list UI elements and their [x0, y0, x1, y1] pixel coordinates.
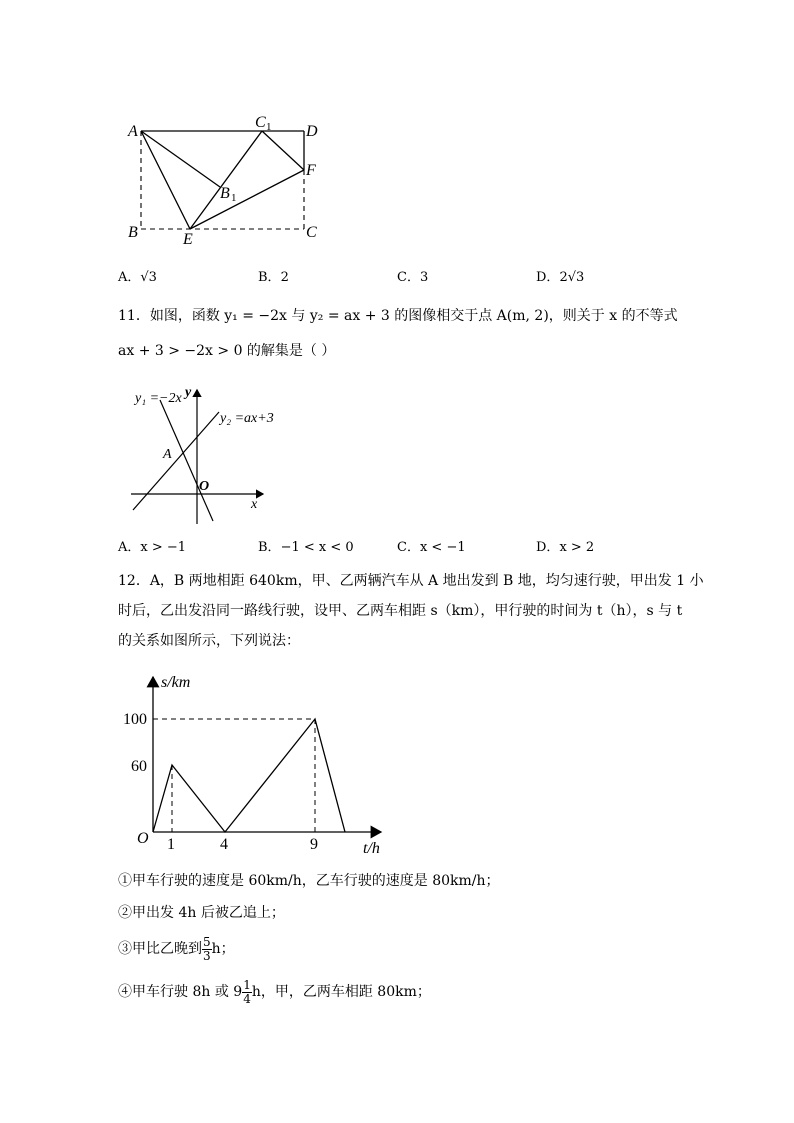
label-B: B [128, 224, 138, 241]
q11-stem-line2: ax + 3 > −2x > 0 的解集是（ ） [118, 343, 336, 359]
q10-option-c: C．3 [397, 270, 429, 285]
x-tick-1: 1 [167, 836, 175, 853]
geometry-figure-rectangle [120, 110, 330, 250]
fraction-5-3: $\frac{5}{3}$ [203, 934, 211, 963]
label-C: C [306, 224, 317, 241]
label-origin: O [199, 479, 210, 494]
q12-stem-line2: 时后，乙出发沿同一路线行驶，设甲、乙两车相距 s（km），甲行驶的时间为 t（h），s 与 t [118, 603, 683, 619]
label-y1-eq: y₁ =−2x [135, 391, 182, 406]
label-E: E [183, 231, 193, 248]
graph-line [153, 719, 345, 832]
q11-option-d: D．x > 2 [536, 540, 595, 555]
q10-option-a: A．√3 [118, 270, 157, 285]
label-A: A [128, 123, 138, 140]
statement-3: ③甲比乙晚到 $\frac{5}{3}$ h； [118, 934, 235, 963]
q10-option-d: D．2√3 [536, 270, 585, 285]
statement-2: ②甲出发 4h 后被乙追上； [118, 905, 285, 921]
x-tick-4: 4 [220, 836, 228, 853]
fraction-1-4: $\frac{1}{4}$ [243, 977, 251, 1006]
q12-stem-line3: 的关系如图所示，下列说法： [118, 633, 300, 649]
label-F: F [306, 162, 316, 179]
label-point-A: A [163, 447, 172, 462]
linear-functions-graph [125, 380, 285, 530]
x-axis-label: t/h [363, 840, 380, 857]
x-tick-9: 9 [310, 836, 318, 853]
label-B1: B [220, 185, 230, 202]
y-tick-60: 60 [131, 758, 147, 775]
q11-option-a: A．x > −1 [118, 540, 187, 555]
q12-stem-line1: 12．A，B 两地相距 640km，甲、乙两辆汽车从 A 地出发到 B 地，均匀速行驶，甲出发 1 小 [118, 573, 704, 589]
q10-option-b: B．2 [258, 270, 289, 285]
y-tick-100: 100 [123, 711, 147, 728]
distance-time-graph [115, 665, 395, 860]
label-D: D [306, 123, 318, 140]
label-C1-sub: 1 [266, 121, 272, 133]
label-B1-sub: 1 [231, 192, 237, 204]
q11-option-b: B．−1 < x < 0 [258, 540, 354, 555]
origin-label: O [137, 830, 149, 847]
q11-stem-line1: 11．如图，函数 y₁ = −2x 与 y₂ = ax + 3 的图像相交于点 A(m, 2)，则关于 x 的不等式 [118, 308, 678, 324]
label-y2-eq: y₂ =ax+3 [220, 411, 274, 426]
label-x-axis: x [251, 497, 258, 512]
statement-4: ④甲车行驶 8h 或 9 $\frac{1}{4}$ h，甲，乙两车相距 80km； [118, 977, 431, 1006]
label-y-axis: y [185, 385, 192, 400]
label-C1: C [255, 114, 266, 131]
y-axis-label: s/km [161, 674, 191, 691]
q11-option-c: C．x < −1 [397, 540, 466, 555]
statement-1: ①甲车行驶的速度是 60km/h，乙车行驶的速度是 80km/h； [118, 873, 500, 889]
